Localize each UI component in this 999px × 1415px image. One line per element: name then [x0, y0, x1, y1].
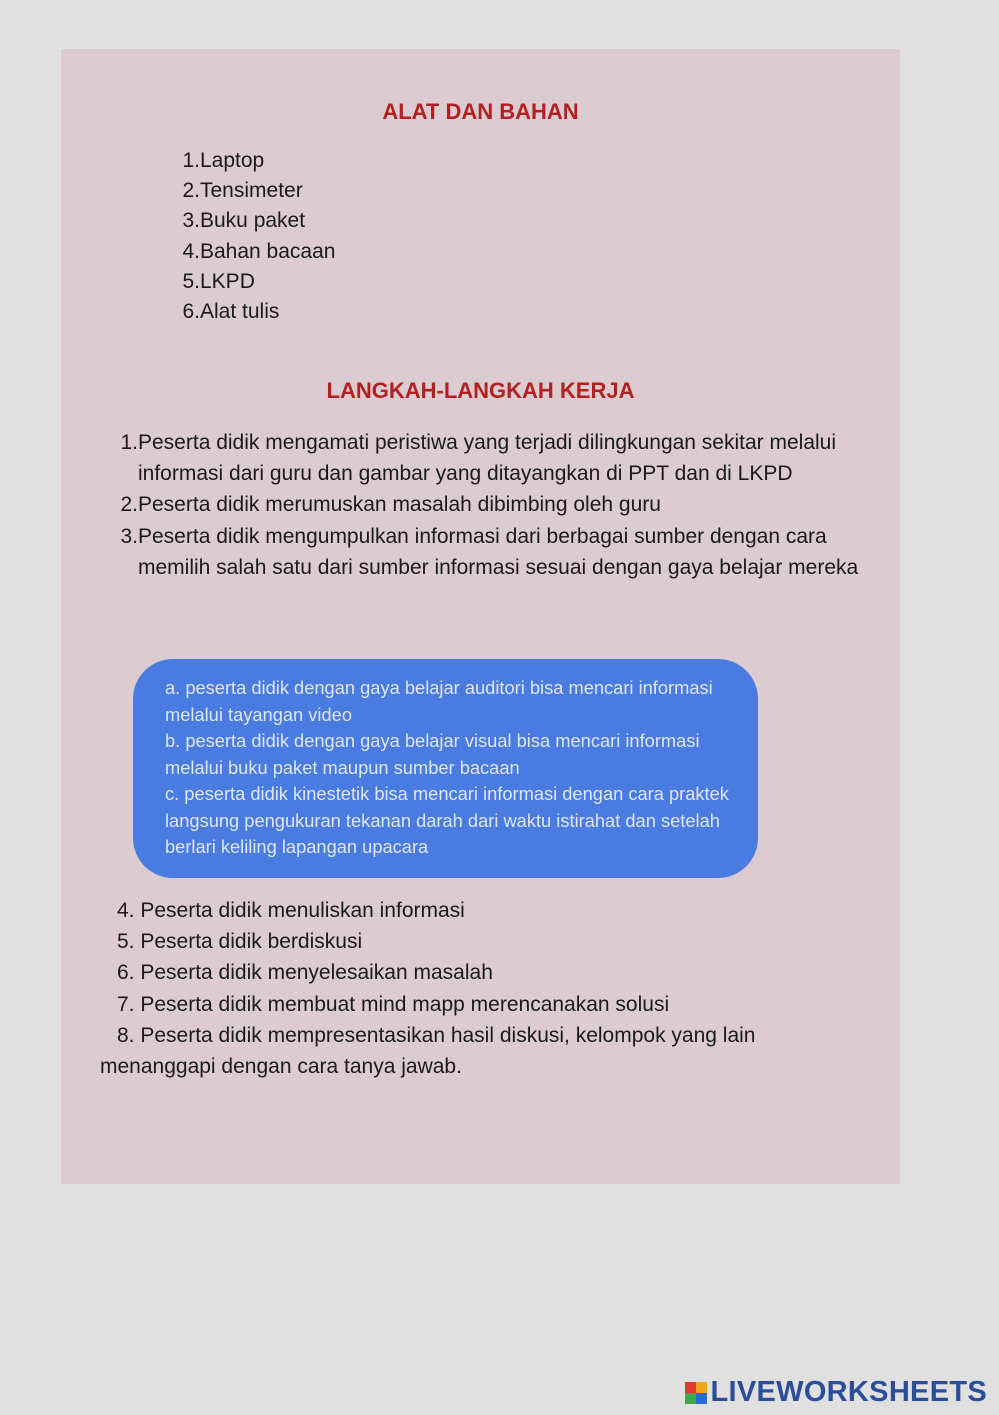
- step-item: [113, 427, 883, 489]
- langkah-heading: LANGKAH-LANGKAH KERJA: [326, 378, 635, 403]
- note-line-c: c. peserta didik kinestetik bisa mencari informasi dengan cara praktek langsung pengukuran tekanan darah dari waktu istirahat dan setelah berlari keliling lapangan upacara: [165, 783, 729, 857]
- list-label: LKPD: [200, 269, 255, 293]
- list-number: 4.: [182, 239, 200, 263]
- step-item: [113, 489, 883, 520]
- langkah-list: [113, 427, 883, 583]
- step-text: Peserta didik mengumpulkan informasi dari berbagai sumber dengan cara memilih salah satu dari sumber informasi sesuai dengan gaya belajar mereka: [138, 524, 859, 579]
- list-label: Bahan bacaan: [200, 239, 336, 263]
- list-label: Laptop: [200, 149, 265, 172]
- later-step: 5. Peserta didik berdiskusi: [117, 930, 363, 954]
- note-line-a: a. peserta didik dengan gaya belajar auditori bisa mencari informasi melalui tayangan video: [165, 677, 713, 725]
- list-item: [178, 176, 335, 206]
- list-number: 2.: [182, 179, 200, 203]
- note-line-b: b. peserta didik dengan gaya belajar visual bisa mencari informasi melalui buku paket maupun sumber bacaan: [165, 730, 700, 778]
- list-item: [178, 237, 335, 267]
- later-step: 7. Peserta didik membuat mind mapp merencanakan solusi: [117, 992, 670, 1016]
- step-number: 2.: [120, 493, 138, 517]
- logo-square: [696, 1382, 707, 1393]
- list-item: [178, 206, 335, 236]
- logo-square: [685, 1393, 696, 1404]
- step-number: 1.: [120, 431, 138, 454]
- step-item: [113, 521, 883, 583]
- alat-bahan-list: [178, 146, 335, 327]
- list-label: Alat tulis: [200, 300, 280, 324]
- logo-square: [696, 1393, 707, 1404]
- list-number: 1.: [182, 149, 200, 172]
- logo-text: LIVEWORKSHEETS: [710, 1376, 987, 1408]
- step-text: Peserta didik merumuskan masalah dibimbing oleh guru: [138, 493, 661, 517]
- later-step: 4. Peserta didik menuliskan informasi: [117, 899, 465, 922]
- list-number: 5.: [182, 269, 200, 293]
- list-item: [178, 297, 335, 327]
- liveworksheets-logo[interactable]: [685, 1376, 988, 1409]
- list-label: Buku paket: [200, 209, 306, 233]
- learning-style-note: [133, 659, 758, 878]
- list-item: [178, 267, 335, 297]
- list-number: 6.: [182, 300, 200, 324]
- list-label: Tensimeter: [200, 179, 303, 203]
- list-item: [178, 146, 335, 176]
- step-text: Peserta didik mengamati peristiwa yang terjadi dilingkungan sekitar melalui informasi dari guru dan gambar yang ditayangkan di PPT dan di LKPD: [138, 431, 837, 486]
- list-number: 3.: [182, 209, 200, 233]
- later-steps: [100, 895, 860, 1082]
- liveworksheets-logo-icon: [685, 1382, 707, 1404]
- later-step: 6. Peserta didik menyelesaikan masalah: [117, 961, 493, 985]
- logo-square: [685, 1382, 696, 1393]
- step-number: 3.: [120, 524, 138, 548]
- later-step: 8. Peserta didik mempresentasikan hasil diskusi, kelompok yang lain menanggapi dengan cara tanya jawab.: [100, 1023, 756, 1079]
- alat-bahan-heading: ALAT DAN BAHAN: [382, 99, 579, 124]
- worksheet-page: [61, 49, 900, 1184]
